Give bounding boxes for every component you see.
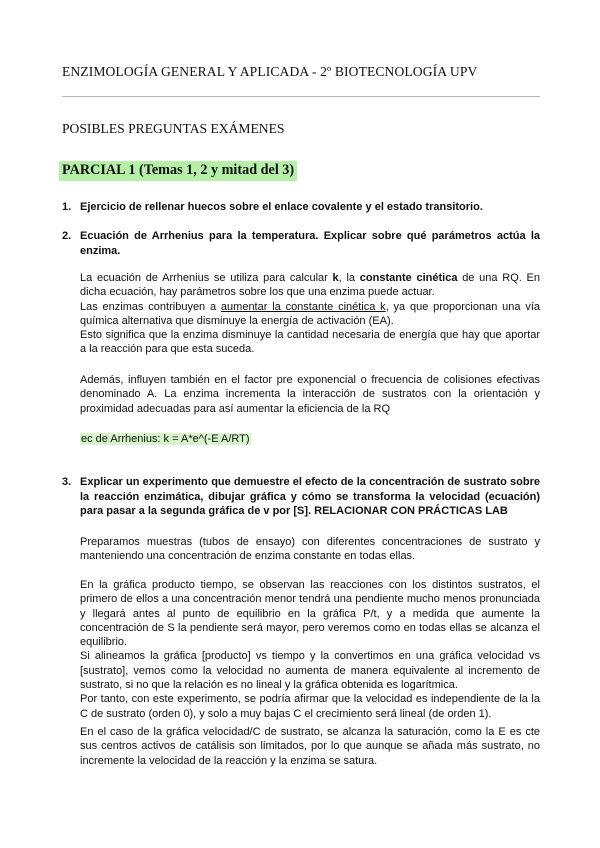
question-number: 2. [62, 230, 72, 242]
question-text: Explicar un experimento que demuestre el efecto de la concentración de sustrato sobre la reacción enzimática, dibujar gráfica y cómo se transforma la velocidad (ecuación) para pasar a la segunda gráfica de v por [S]. RELACIONAR CON PRÁCTICAS LAB [80, 476, 540, 517]
question-text: Ecuación de Arrhenius para la temperatura. Explicar sobre qué parámetros actúa la enzima. [80, 230, 540, 257]
answer-paragraph: Si alineamos la gráfica [producto] vs tiempo y la convertimos en una gráfica velocidad vs [sustrato], vemos como la velocidad no aumenta de manera equivalente al incremento de sustrato, si no que la relación es no lineal y la gráfica obtenida es logarítmica. [80, 650, 540, 692]
answer-3-block [80, 535, 540, 564]
question-2 [62, 229, 540, 258]
header-divider [62, 96, 540, 97]
bold-term: k [332, 272, 339, 284]
answer-3-block-c [80, 725, 540, 768]
underlined-term: aumentar la constante cinética k [220, 300, 386, 313]
answer-2-block [80, 271, 540, 357]
question-3 [62, 475, 540, 519]
text-run: , la [338, 272, 360, 284]
answer-2-block-b [80, 373, 540, 416]
answer-paragraph: En la gráfica producto tiempo, se observan las reacciones con los distintos sustratos, el primero de ellos a una concentración menor tendrá una pendiente mucho menos pronunciada y llegará antes al punto de equilibrio en la gráfica P/t, y a medida que aumente la concentración de S la pendiente será mayor, pero veremos como en todas ellas se alcanza el equilibrio. [80, 579, 540, 649]
parcial-heading: PARCIAL 1 (Temas 1, 2 y mitad del 3) [59, 161, 297, 181]
text-run: de una RQ. En dicha ecuación, hay parámetros sobre los que una enzima puede actuar. [80, 272, 541, 299]
answer-paragraph: Esto significa que la enzima disminuye la cantidad necesaria de energía que hay que aportar a la reacción para que esta suceda. [80, 329, 540, 356]
formula-text: ec de Arrhenius: k = A*e^(-E A/RT) [81, 433, 250, 445]
answer-paragraph: Además, influyen también en el factor pre exponencial o frecuencia de colisiones efectivas denominado A. La enzima incrementa la interacción de sustratos con la orientación y proximidad adecuadas para así aumentar la eficiencia de la RQ [80, 374, 540, 415]
document-header: ENZIMOLOGÍA GENERAL Y APLICADA - 2º BIOTECNOLOGÍA UPV [62, 64, 478, 79]
answer-paragraph: Preparamos muestras (tubos de ensayo) con diferentes concentraciones de sustrato y manteniendo una concentración de enzima constante en todas ellas. [80, 536, 540, 563]
answer-paragraph [80, 300, 540, 329]
answer-paragraph [80, 271, 540, 300]
question-number: 1. [62, 201, 72, 213]
question-1 [62, 200, 540, 215]
question-text: Ejercicio de rellenar huecos sobre el enlace covalente y el estado transitorio. [80, 201, 483, 213]
arrhenius-formula [80, 432, 251, 446]
answer-paragraph: Por tanto, con este experimento, se podría afirmar que la velocidad es independiente de la la C de sustrato (orden 0), y solo a muy bajas C el crecimiento será lineal (de orden 1). [80, 693, 540, 720]
question-number: 3. [62, 476, 72, 488]
bold-term: constante cinética [359, 272, 458, 284]
text-run: , ya que proporcionan una vía química alternativa que disminuye la energía de activación (EA). [80, 300, 540, 327]
section-title: POSIBLES PREGUNTAS EXÁMENES [62, 121, 285, 136]
answer-3-block-b [80, 578, 540, 721]
text-run: Las enzimas contribuyen a [80, 300, 221, 313]
answer-paragraph: En el caso de la gráfica velocidad/C de sustrato, se alcanza la saturación, como la E es cte sus centros activos de catálisis son limitados, por lo que aunque se añada más sustrato, no incremente la velocidad de la reacción y la enzima se satura. [80, 726, 540, 767]
text-run: La ecuación de Arrhenius se utiliza para calcular [80, 272, 333, 284]
